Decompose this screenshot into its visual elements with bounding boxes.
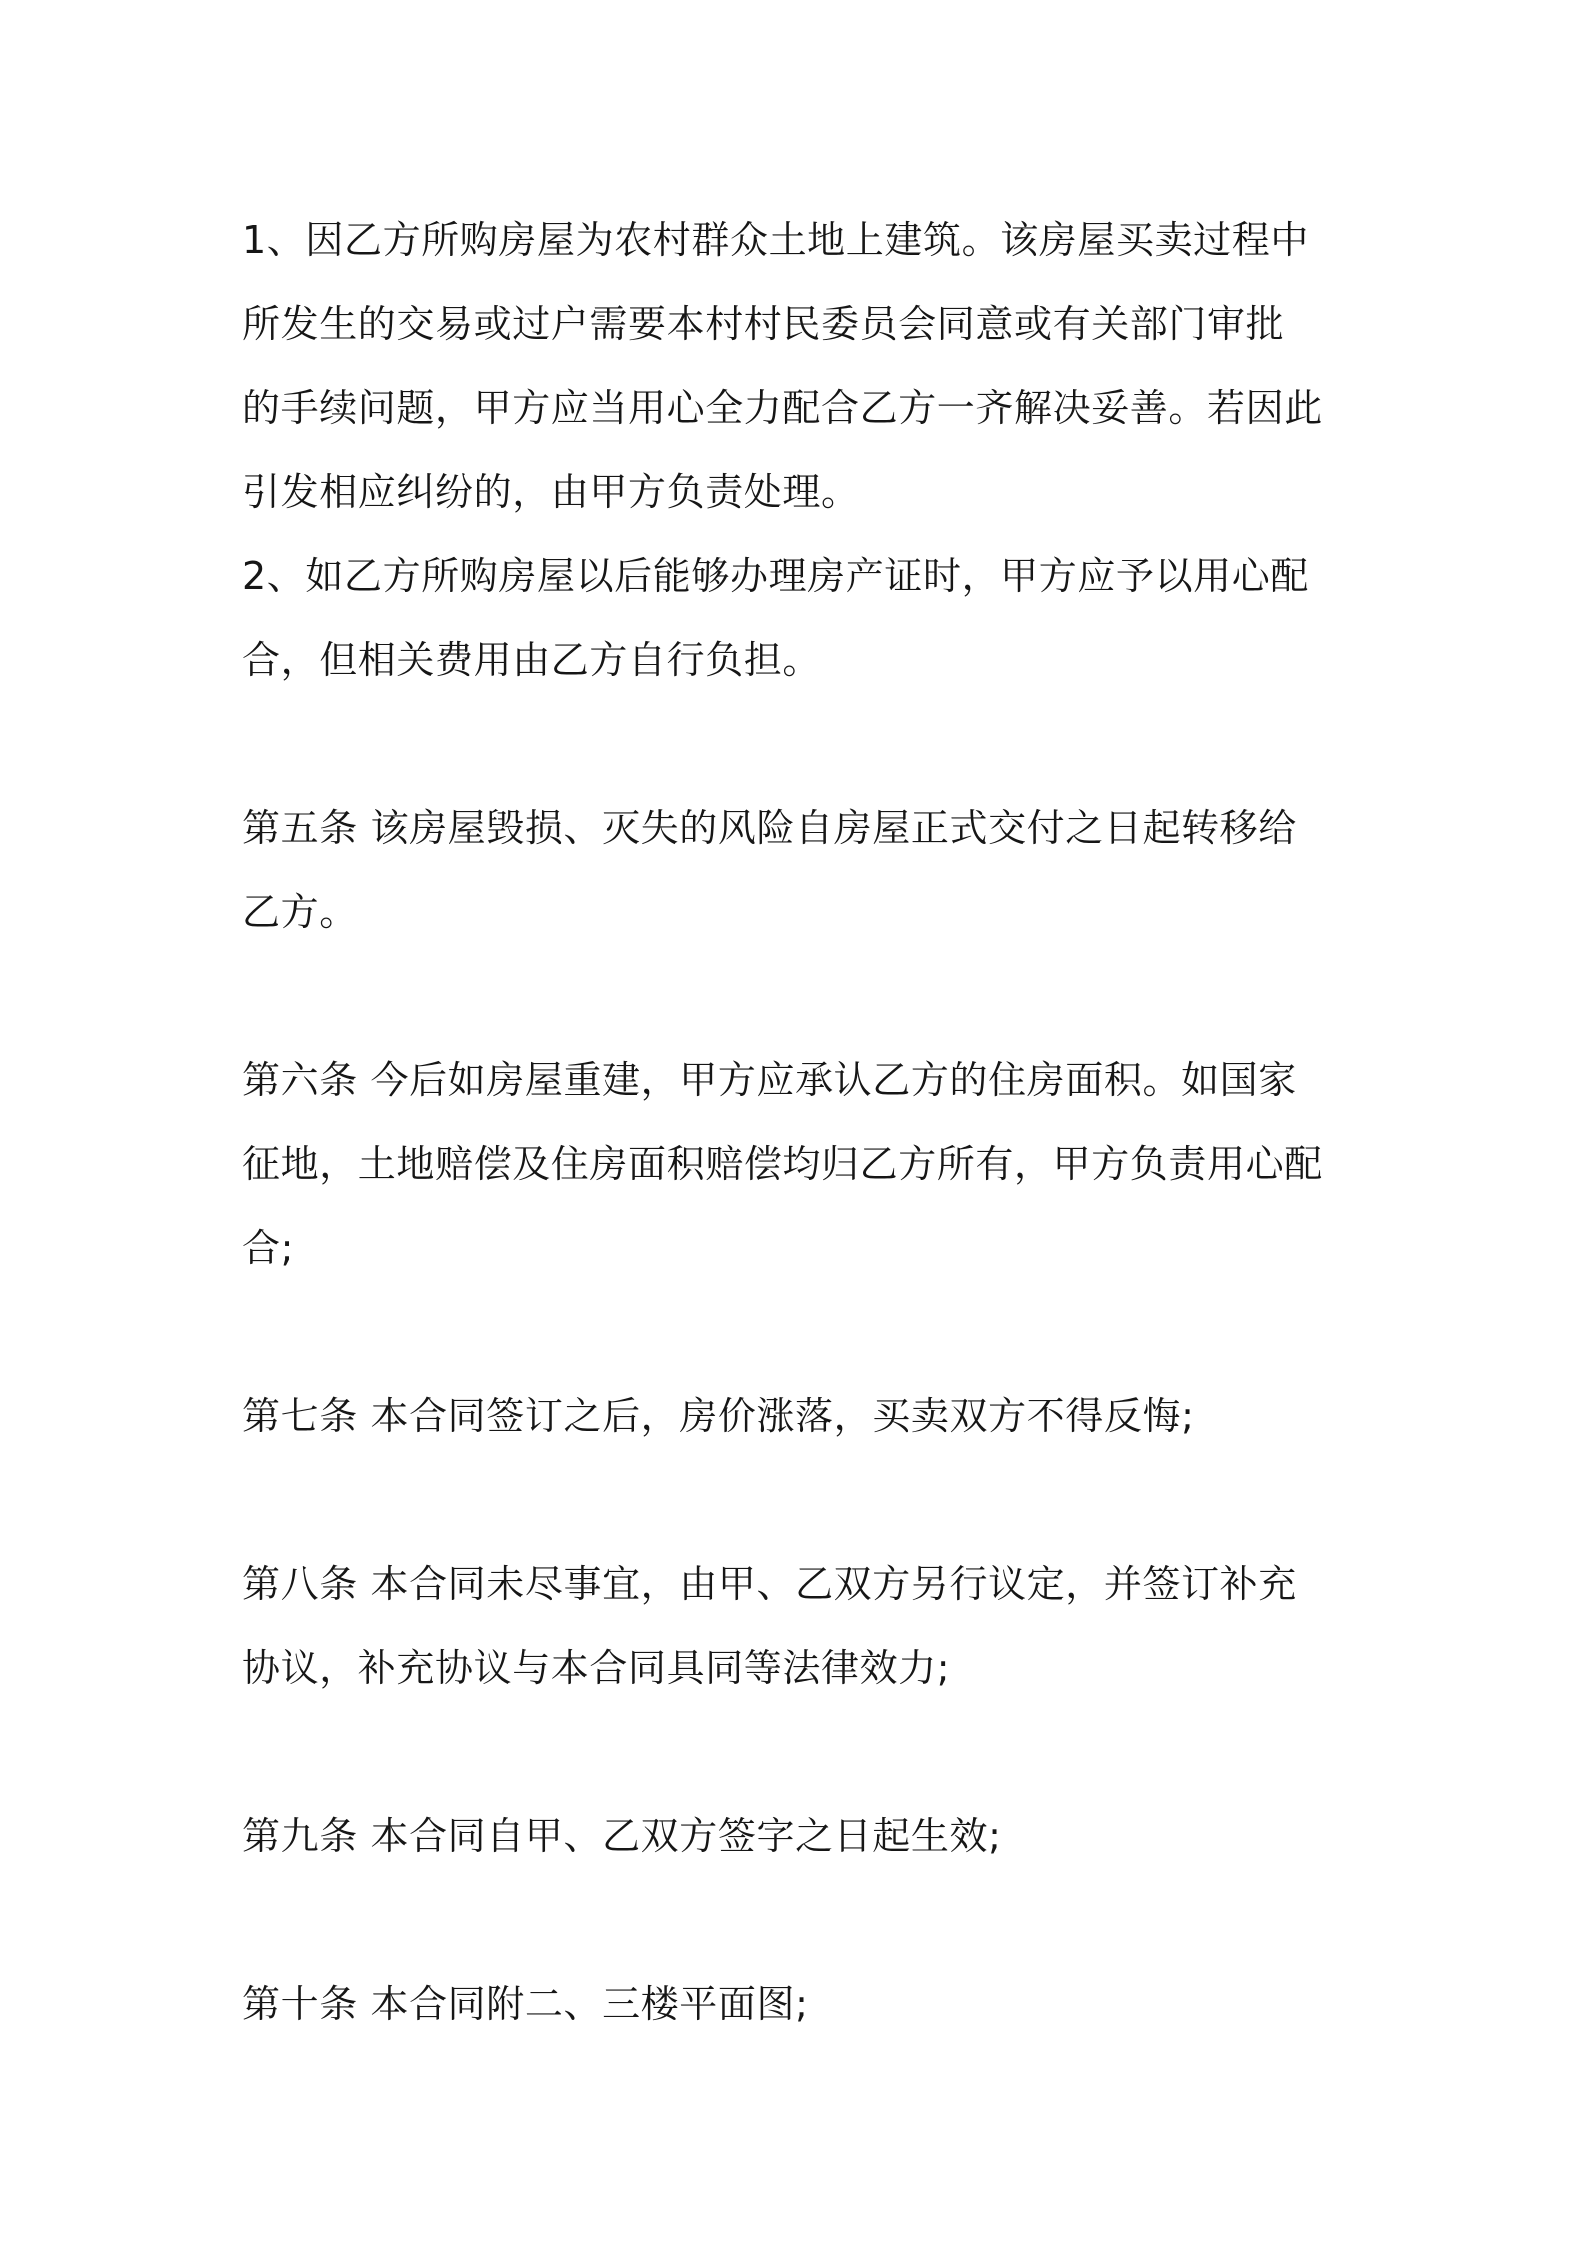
paragraph-spacer <box>242 954 1357 1038</box>
clause-item-1 <box>242 198 1357 534</box>
text-line: 第五条 该房屋毁损、灭失的风险自房屋正式交付之日起转移给 <box>242 806 1297 850</box>
paragraph-spacer <box>242 702 1357 786</box>
text-line: 2、如乙方所购房屋以后能够办理房产证时，甲方应予以用心配 <box>242 554 1309 598</box>
text-line: 征地，土地赔偿及住房面积赔偿均归乙方所有，甲方负责用心配 <box>242 1142 1323 1186</box>
paragraph-spacer <box>242 1458 1357 1542</box>
paragraph-spacer <box>242 1290 1357 1374</box>
article-5 <box>242 786 1357 954</box>
text-line: 合，但相关费用由乙方自行负担。 <box>242 638 822 682</box>
text-line: 第六条 今后如房屋重建，甲方应承认乙方的住房面积。如国家 <box>242 1058 1297 1102</box>
text-line: 第九条 本合同自甲、乙双方签字之日起生效; <box>242 1814 1002 1858</box>
text-line: 所发生的交易或过户需要本村村民委员会同意或有关部门审批 <box>242 302 1285 346</box>
text-line: 引发相应纠纷的，由甲方负责处理。 <box>242 470 860 514</box>
paragraph-spacer <box>242 1710 1357 1794</box>
text-line: 合; <box>242 1226 295 1270</box>
article-8 <box>242 1542 1357 1710</box>
paragraph-spacer <box>242 1878 1357 1962</box>
text-line: 第八条 本合同未尽事宜，由甲、乙双方另行议定，并签订补充 <box>242 1562 1297 1606</box>
document-body <box>242 198 1357 2046</box>
text-line: 乙方。 <box>242 890 358 934</box>
clause-item-2 <box>242 534 1357 702</box>
article-9 <box>242 1794 1357 1878</box>
text-line: 的手续问题，甲方应当用心全力配合乙方一齐解决妥善。若因此 <box>242 386 1323 430</box>
text-line: 第七条 本合同签订之后，房价涨落，买卖双方不得反悔; <box>242 1394 1195 1438</box>
article-10 <box>242 1962 1357 2046</box>
article-7 <box>242 1374 1357 1458</box>
text-line: 第十条 本合同附二、三楼平面图; <box>242 1982 809 2026</box>
text-line: 协议，补充协议与本合同具同等法律效力; <box>242 1646 951 1690</box>
text-line: 1、因乙方所购房屋为农村群众土地上建筑。该房屋买卖过程中 <box>242 218 1309 262</box>
article-6 <box>242 1038 1357 1290</box>
